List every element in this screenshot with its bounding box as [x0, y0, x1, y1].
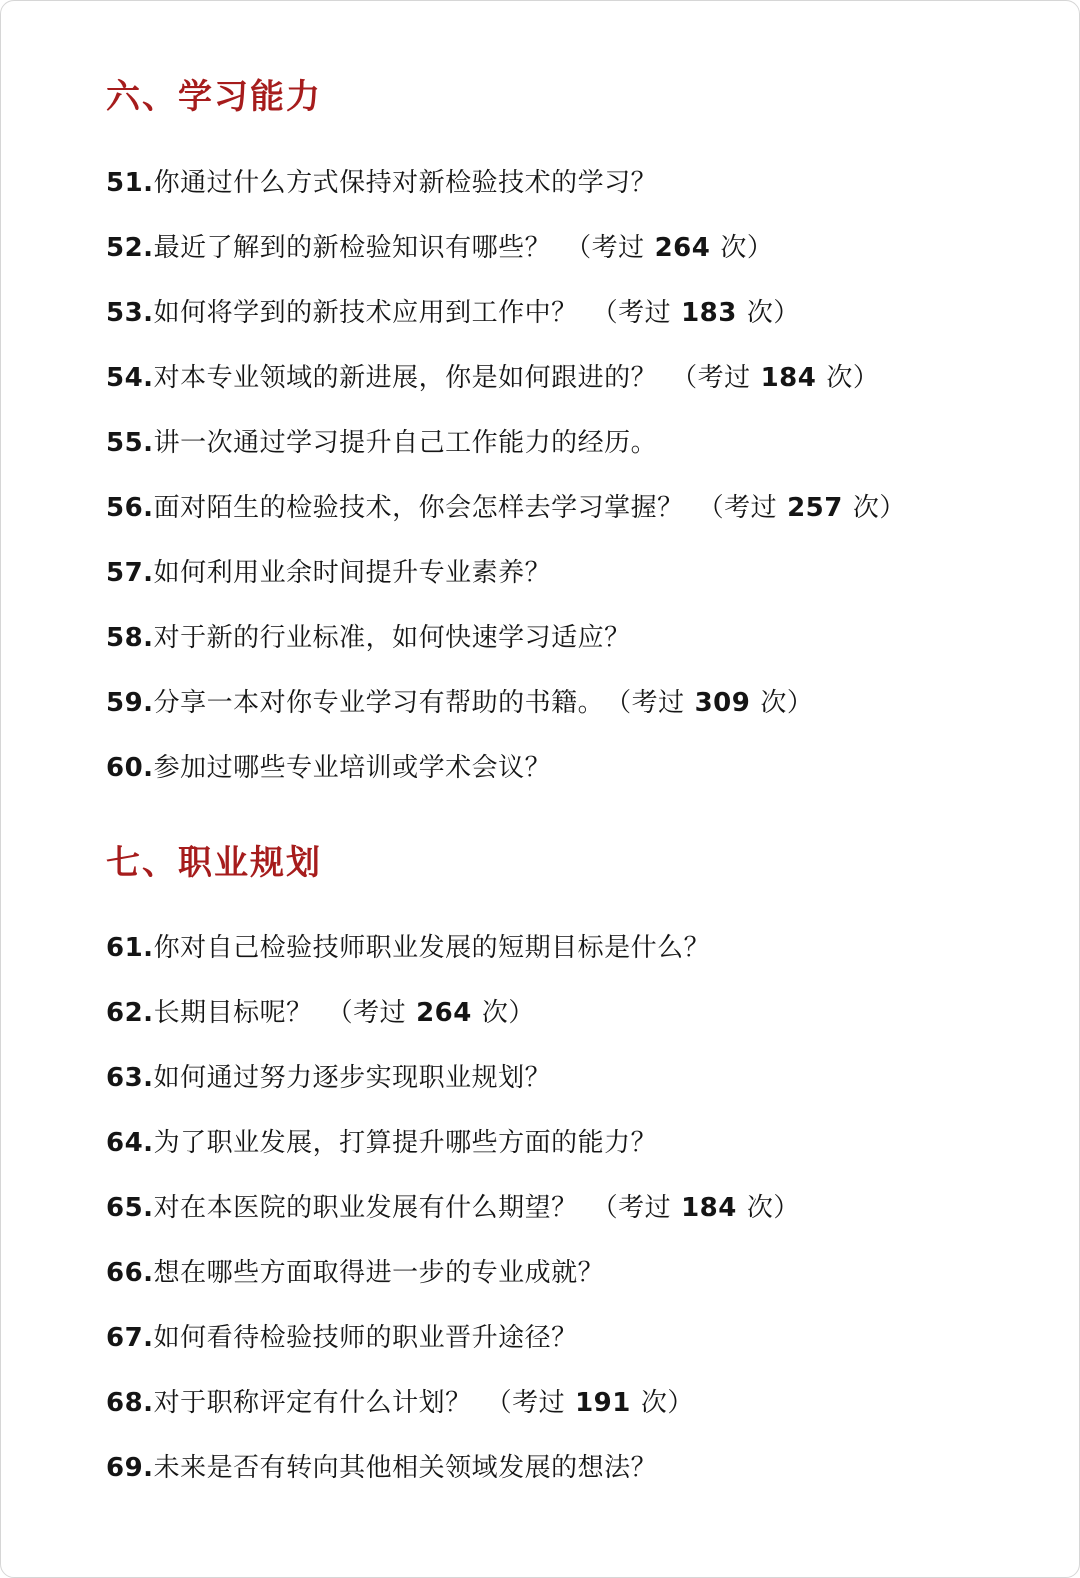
- question-item: 57.如何利用业余时间提升专业素养？: [106, 558, 552, 588]
- question-item: 67.如何看待检验技师的职业晋升途径？: [106, 1323, 578, 1353]
- exam-count: 184: [681, 1193, 737, 1223]
- exam-count: 183: [681, 298, 737, 328]
- exam-count: 191: [575, 1388, 631, 1418]
- question-item: 69.未来是否有转向其他相关领域发展的想法？: [106, 1453, 658, 1483]
- question-list-learning: [106, 161, 1046, 811]
- question-item: 54.对本专业领域的新进展，你是如何跟进的？ （考过 184 次）: [106, 363, 880, 393]
- question-item: 55.讲一次通过学习提升自己工作能力的经历。: [106, 428, 658, 458]
- exam-count: 257: [787, 493, 843, 523]
- exam-count: 264: [654, 233, 711, 263]
- question-item: 64.为了职业发展，打算提升哪些方面的能力？: [106, 1128, 658, 1158]
- question-item: 62.长期目标呢？ （考过 264 次）: [106, 998, 535, 1028]
- question-item: 60.参加过哪些专业培训或学术会议？: [106, 753, 552, 783]
- section-title-learning: 六、学习能力: [106, 77, 322, 117]
- question-item: 66.想在哪些方面取得进一步的专业成就？: [106, 1258, 605, 1288]
- question-item: 53.如何将学到的新技术应用到工作中？ （考过 183 次）: [106, 298, 800, 328]
- question-list-career: [106, 926, 1046, 1511]
- question-item: 52.最近了解到的新检验知识有哪些？ （考过 264 次）: [106, 233, 774, 263]
- section-title-career: 七、职业规划: [106, 843, 322, 883]
- question-item: 63.如何通过努力逐步实现职业规划？: [106, 1063, 552, 1093]
- question-item: 68.对于职称评定有什么计划？ （考过 191 次）: [106, 1388, 694, 1418]
- exam-count: 309: [694, 688, 751, 718]
- question-item: 51.你通过什么方式保持对新检验技术的学习？: [106, 168, 658, 198]
- exam-count: 184: [760, 363, 817, 393]
- exam-count: 264: [416, 998, 472, 1028]
- question-item: 56.面对陌生的检验技术，你会怎样去学习掌握？ （考过 257 次）: [106, 493, 906, 523]
- question-item: 58.对于新的行业标准，如何快速学习适应？: [106, 623, 631, 653]
- question-item: 59.分享一本对你专业学习有帮助的书籍。 （考过 309 次）: [106, 688, 814, 718]
- question-item: 65.对在本医院的职业发展有什么期望？ （考过 184 次）: [106, 1193, 800, 1223]
- question-item: 61.你对自己检验技师职业发展的短期目标是什么？: [106, 933, 711, 963]
